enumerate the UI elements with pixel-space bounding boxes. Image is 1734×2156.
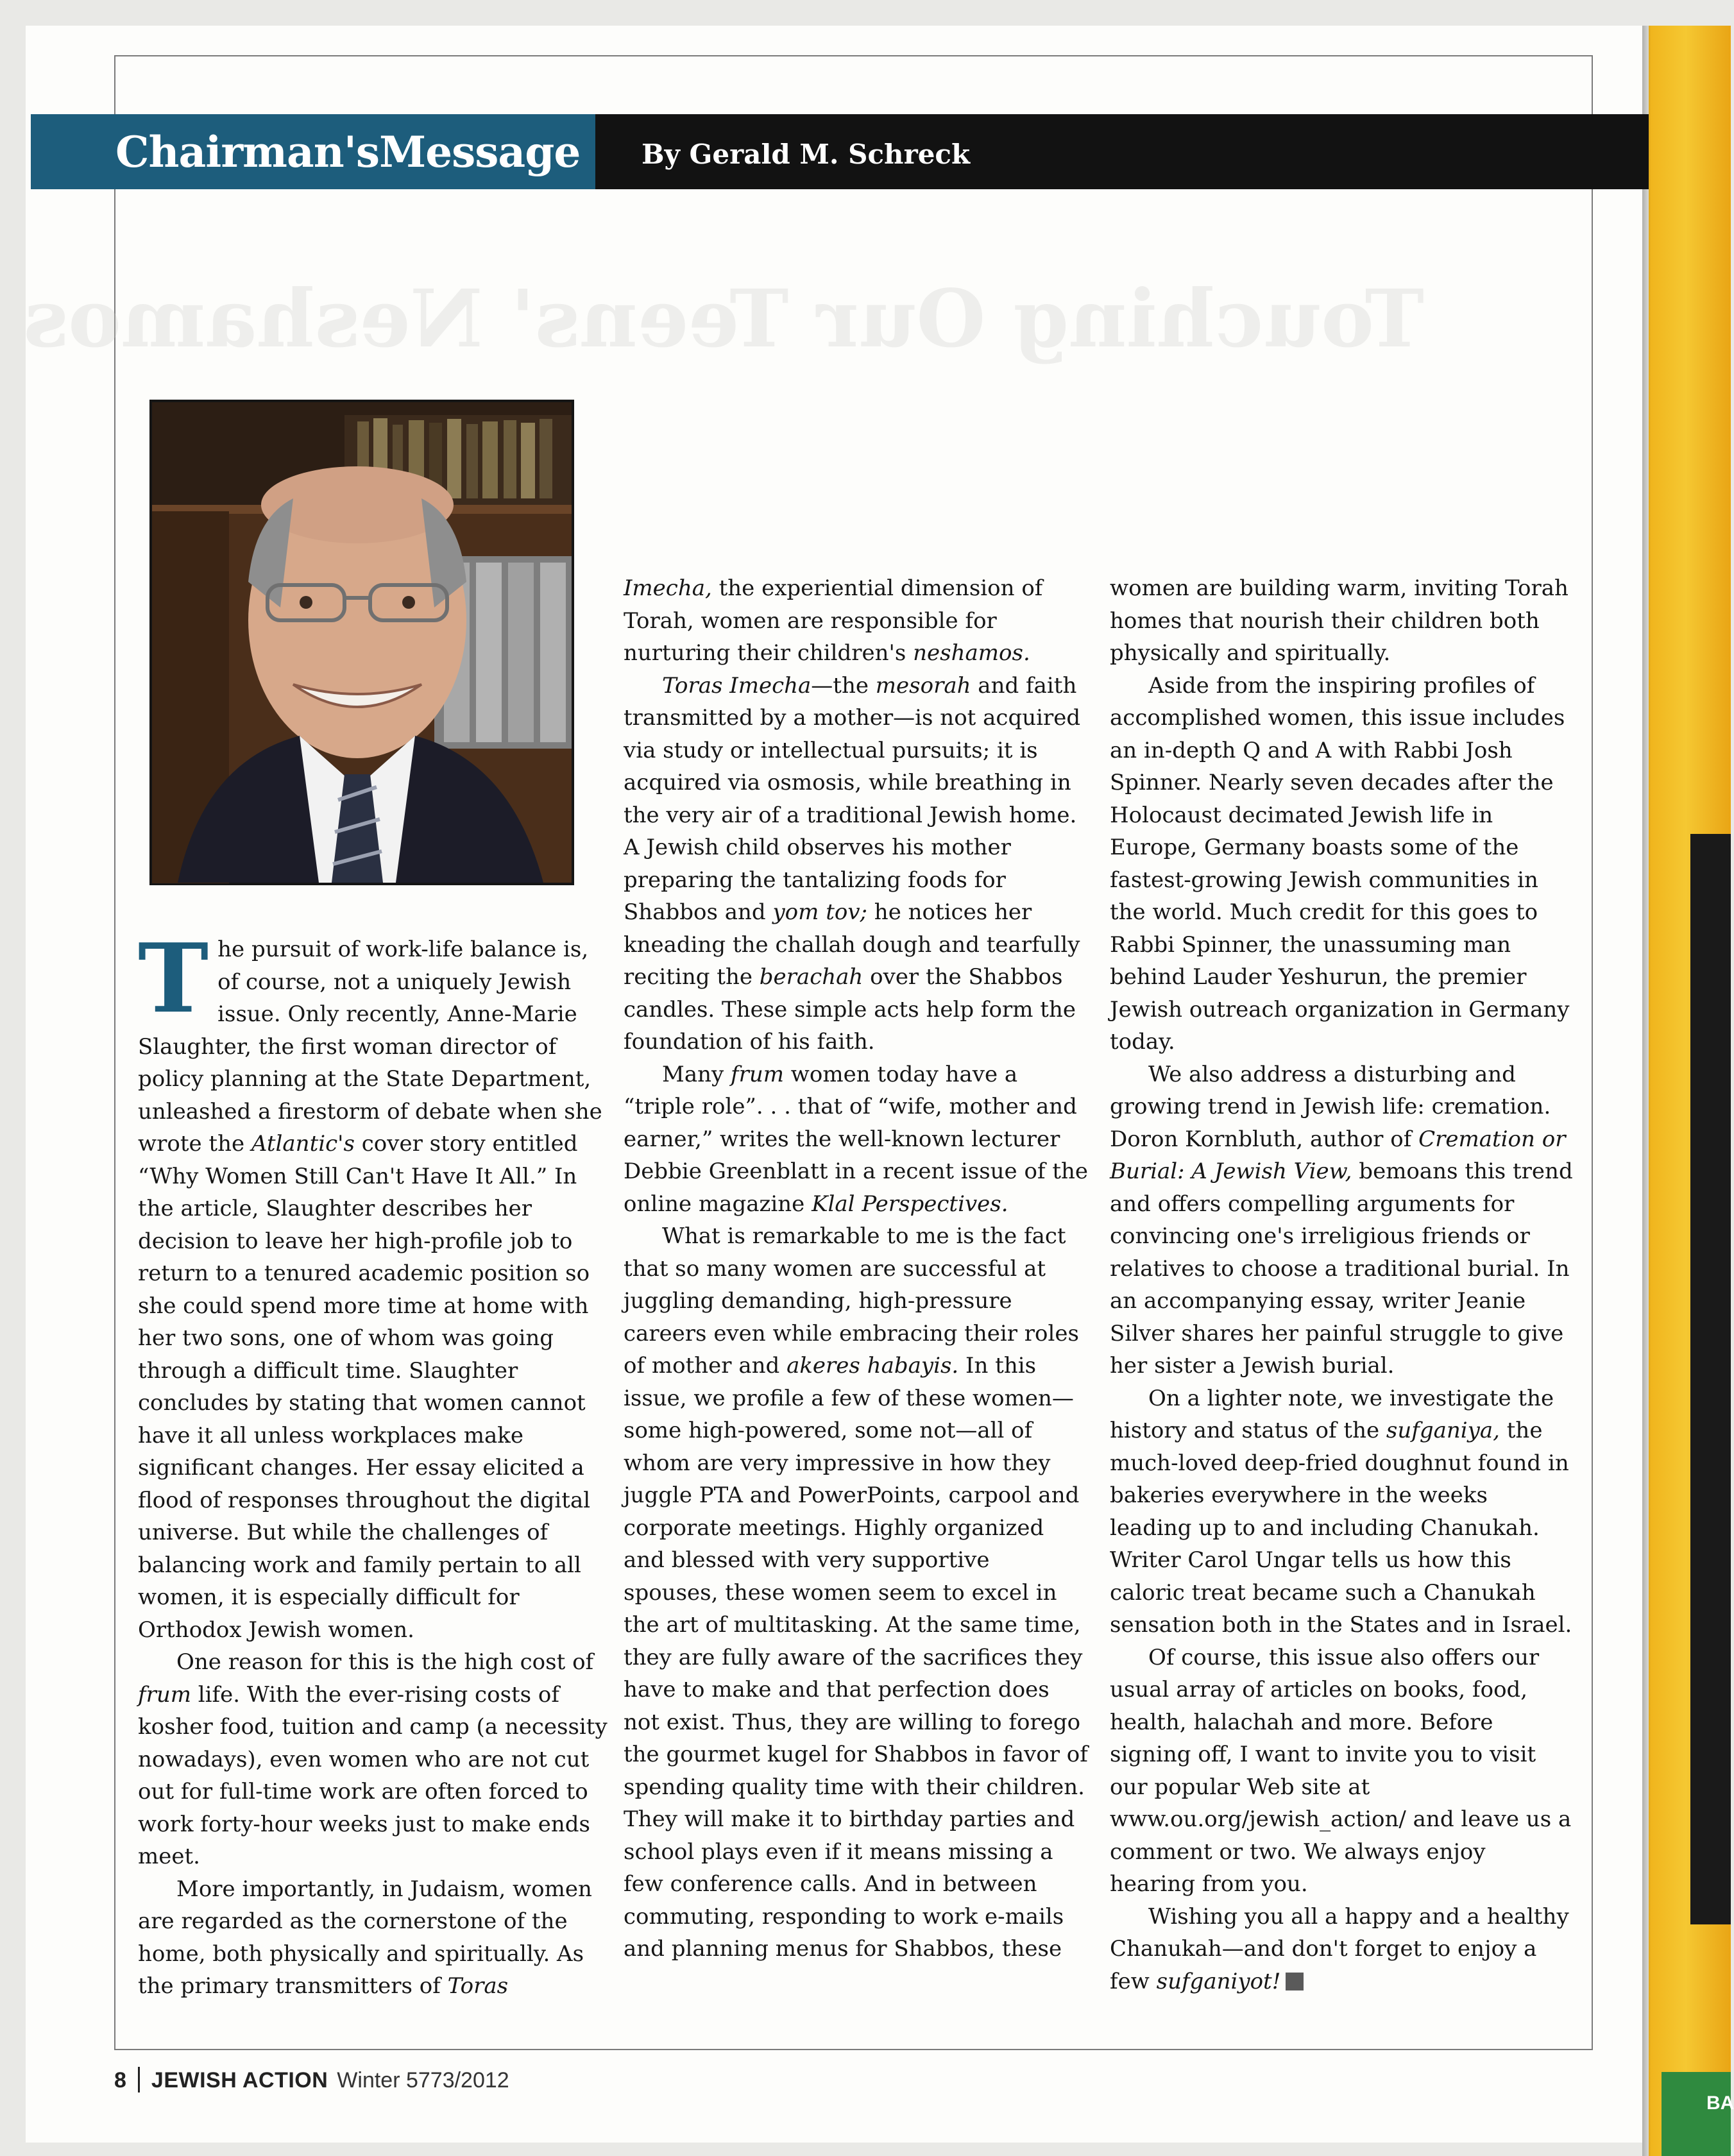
- byline: By Gerald M. Schreck: [642, 139, 971, 170]
- end-mark-icon: [1286, 1973, 1304, 1990]
- article-paragraph: [138, 1873, 613, 2003]
- text-run: More importantly, in Judaism, women are regarded as the cornerstone of the home, both physically and spiritually. As the primary transmitters of: [138, 1876, 592, 1999]
- text-run-italic: Klal Perspectives.: [812, 1191, 1008, 1217]
- text-run: bemoans this trend and offers compelling arguments for convincing one's irreligious friends or relatives to choose a traditional burial. In an accompanying essay, writer Jeanie Silver shares her painful struggle to give her sister a Jewish burial.: [1110, 1159, 1573, 1379]
- text-run-italic: sufganiyot!: [1156, 1968, 1281, 1994]
- text-run-italic: Toras Imecha: [662, 672, 812, 699]
- text-run: Many: [662, 1061, 731, 1087]
- footer-divider: [138, 2067, 140, 2092]
- bleed-through-title: Touching Our Teens' Neshamos: [23, 273, 1424, 366]
- text-run-italic: neshamos.: [913, 640, 1030, 666]
- magazine-name: JEWISH ACTION: [151, 2068, 328, 2092]
- text-run-italic: berachah: [759, 964, 863, 990]
- text-run-italic: akeres habayis.: [786, 1353, 959, 1379]
- text-run-italic: frum: [731, 1061, 784, 1087]
- text-run: —the: [811, 672, 876, 699]
- page-footer: [114, 2067, 509, 2093]
- text-run: life. With the ever-rising costs of kosher food, tuition and camp (a necessity nowadays), even women who are not cut out for full-time work are often forced to work forty-hour weeks just to make ends meet.: [138, 1681, 608, 1869]
- text-run-italic: Atlantic's: [251, 1131, 355, 1157]
- text-run-italic: sufganiya,: [1386, 1418, 1500, 1443]
- article-paragraph: Of course, this issue also offers our usual array of articles on books, food, health, halachah and more. Before signing off, I want to invite you to visit our popular Web site at www.ou.org/jewish_action/ and leave us a comment or two. We always enjoy hearing from you.: [1110, 1644, 1572, 1897]
- article-paragraph: women are building warm, inviting Torah homes that nourish their children both physically and spiritually.: [1110, 575, 1568, 666]
- text-run: Wishing you all a happy and a healthy Chanukah—and don't forget to enjoy a few: [1110, 1903, 1569, 1994]
- article-paragraph: [624, 670, 1089, 1058]
- issue-date: Winter 5773/2012: [337, 2068, 509, 2092]
- article-paragraph: Aside from the inspiring profiles of accomplished women, this issue includes an in-depth Q and A with Rabbi Josh Spinner. Nearly seven decades after the Holocaust decimated Jewish life in Europe, Germany boasts some of the fastest-growing Jewish communities in the world. Much credit for this goes to Rabbi Spinner, the unassuming man behind Lauder Yeshurun, the premier Jewish outreach organization in Germany today.: [1110, 672, 1570, 1055]
- article-paragraph: [624, 572, 1089, 670]
- text-run-italic: yom tov;: [772, 899, 867, 925]
- text-run-italic: Cremation or Burial: A Jewish View,: [1110, 1126, 1566, 1184]
- article-paragraph: [624, 1220, 1089, 1965]
- next-page-photo-edge: [1690, 834, 1731, 1924]
- author-photo: [149, 400, 574, 885]
- article-paragraph: [1110, 1058, 1575, 1382]
- text-run: and faith transmitted by a mother—is not acquired via study or intellectual pursuits; it is acquired via osmosis, while breathing in the very air of a traditional Jewish home. A Jewish child observes his mother preparing the tantalizing foods for Shabbos and: [624, 672, 1081, 925]
- text-run: We also address a disturbing and growing trend in Jewish life: cremation. Doron Kornbluth, author of: [1110, 1061, 1551, 1152]
- article-paragraph: [138, 1646, 613, 1873]
- section-title: Chairman'sMessage: [115, 127, 581, 177]
- article-paragraph: [624, 1058, 1089, 1221]
- article-column-3: [1110, 572, 1575, 1998]
- text-run-italic: Toras: [447, 1973, 509, 1999]
- text-run: over the Shabbos candles. These simple acts help form the foundation of his faith.: [624, 964, 1076, 1055]
- text-run: he pursuit of work-life balance is, of course, not a uniquely Jewish issue. Only recently, Anne-Marie Slaughter, the first woman director of policy planning at the State Department, unleashed a firestorm of debate when she wrote the: [138, 937, 602, 1157]
- article-paragraph: [1110, 1382, 1575, 1642]
- text-run-italic: mesorah: [875, 672, 971, 699]
- article-column-2: [624, 572, 1089, 1965]
- article-column-1: [138, 922, 613, 2003]
- drop-cap: T: [138, 922, 209, 1034]
- text-run: In this issue, we profile a few of these women—some high-powered, some not—all of whom are very impressive in how they juggle PTA and PowerPoints, carpool and corporate meetings. Highly organized and blessed with very supportive spouses, these women seem to excel in the art of multitasking. At the same time, they are fully aware of the sacrifices they have to make and that perfection does not exist. Thus, they are willing to forego the gourmet kugel for Shabbos in favor of spending quality time with their children. They will make it to birthday parties and school plays even if it means missing a few conference calls. And in between commuting, responding to work e-mails and planning menus for Shabbos, these: [624, 1353, 1088, 1962]
- page-number: 8: [114, 2068, 126, 2092]
- text-run: One reason for this is the high cost of: [176, 1649, 594, 1675]
- text-run: he notices her kneading the challah dough and tearfully reciting the: [624, 899, 1080, 990]
- article-paragraph: [1110, 1901, 1575, 1998]
- text-run: cover story entitled “Why Women Still Can't Have It All.” In the article, Slaughter describes her decision to leave her high-profile job to return to a tenured academic position so she could spend more time at home with her two sons, one of whom was going through a difficult time. Slaughter concludes by stating that women cannot have it all unless workplaces make significant changes. Her essay elicited a flood of responses throughout the digital universe. But while the challenges of balancing work and family pertain to all women, it is especially difficult for Orthodox Jewish women.: [138, 1131, 591, 1643]
- next-page-text: BA: [1706, 2092, 1734, 2114]
- page-gutter-shadow: [1642, 26, 1651, 2156]
- text-run: the much-loved deep-fried doughnut found in bakeries everywhere in the weeks leading up to and including Chanukah. Writer Carol Ungar tells us how this caloric treat became such a Chanukah sensation both in the States and in Israel.: [1110, 1418, 1572, 1638]
- text-run: the experiential dimension of Torah, women are responsible for nurturing their children's: [624, 575, 1043, 666]
- text-run: What is remarkable to me is the fact that so many women are successful at juggling demanding, high-pressure careers even while embracing their roles of mother and: [624, 1223, 1079, 1379]
- text-run-italic: Imecha,: [624, 575, 712, 601]
- article-paragraph: [138, 922, 613, 1646]
- text-run: On a lighter note, we investigate the history and status of the: [1110, 1385, 1554, 1443]
- author-portrait: [152, 402, 572, 883]
- text-run-italic: frum: [138, 1681, 191, 1708]
- text-run: women today have a “triple role”. . . that of “wife, mother and earner,” writes the well-known lecturer Debbie Greenblatt in a recent issue of the online magazine: [624, 1061, 1089, 1217]
